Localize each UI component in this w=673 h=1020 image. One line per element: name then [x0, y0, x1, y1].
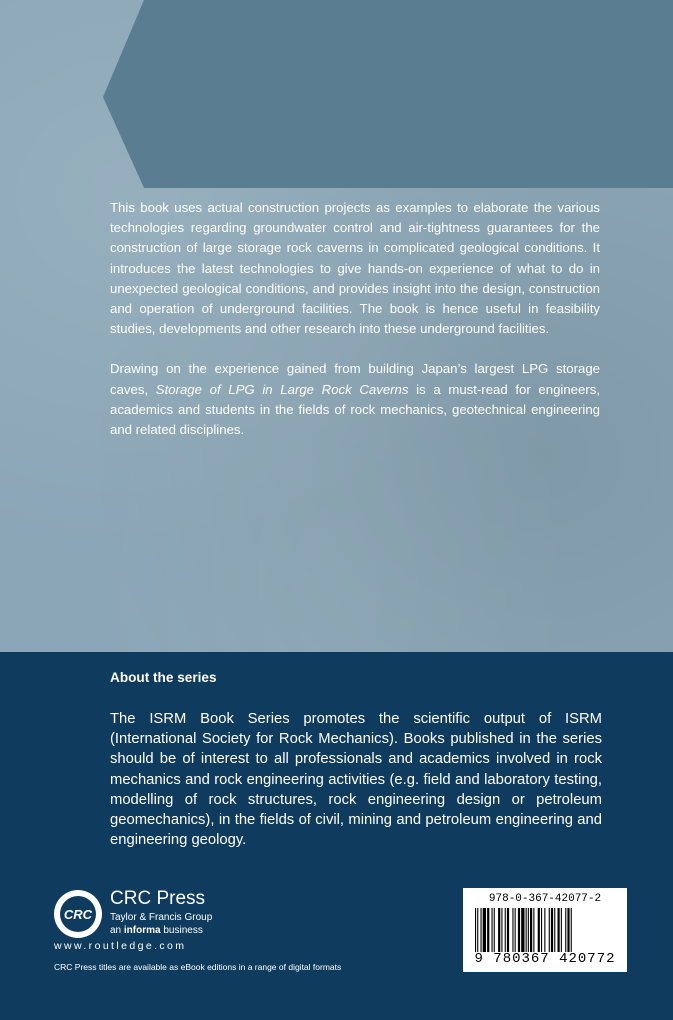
- header-shape: [0, 0, 673, 190]
- isbn-barcode: [463, 888, 627, 972]
- book-description: [110, 198, 600, 460]
- crc-logo-icon: [54, 890, 102, 938]
- publisher-subtitle: an informa business: [110, 925, 203, 936]
- publisher-url[interactable]: www.routledge.com: [54, 940, 187, 952]
- publisher-name: CRC Press: [110, 888, 206, 909]
- barcode-icon: [475, 908, 615, 952]
- logo-text: CRC: [63, 907, 93, 922]
- book-title: Storage of LPG in Large Rock Caverns: [155, 381, 409, 397]
- description-paragraph-1: This book uses actual construction projects as examples to elaborate the various technologies regarding groundwater control and air-tightness guarantees for the construction of large storage rock caverns in complicated geological conditions. It introduces the latest technologies to give hands-on experience of what to do in unexpected geological conditions, and provides insight into the design, construction and operation of underground facilities. The book is hence useful in feasibility studies, developments and other research into these underground facilities.: [110, 200, 600, 337]
- publisher-group: Taylor & Francis Group: [110, 912, 213, 923]
- isbn-digits: 9 780367 420772: [474, 951, 616, 967]
- isbn-formatted: 978-0-367-42077-2: [488, 893, 602, 905]
- ebook-note: CRC Press titles are available as eBook editions in a range of digital formats: [54, 962, 342, 972]
- series-description: The ISRM Book Series promotes the scientific output of ISRM (International Society for Rock Mechanics). Books published in the series should be of interest to all professionals and academics involved in rock mechanics and rock engineering activities (e.g. field and laboratory testing, modelling of rock structures, rock engineering design or petroleum geomechanics), in the fields of civil, mining and petroleum engineering and engineering geology.: [110, 711, 602, 849]
- series-heading: About the series: [110, 670, 217, 685]
- description-paragraph-2: Drawing on the experience gained from building Japan’s largest LPG storage caves, Storage of LPG in Large Rock Caverns is a must-read for engineers, academics and students in the fields of rock mechanics, geotechnical engineering and related disciplines.: [110, 361, 600, 438]
- cover-bottom-panel: [0, 652, 673, 1020]
